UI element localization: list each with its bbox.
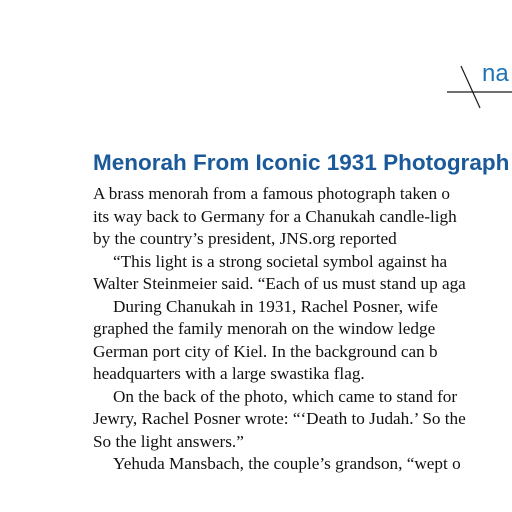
body-line: On the back of the photo, which came to stand for bbox=[113, 386, 458, 406]
body-line: its way back to Germany for a Chanukah candle-ligh bbox=[93, 206, 457, 226]
body-line: “This light is a strong societal symbol against ha bbox=[113, 251, 448, 271]
slash-mark bbox=[461, 66, 480, 108]
article-headline: Menorah From Iconic 1931 Photograph bbox=[93, 150, 510, 175]
body-line: German port city of Kiel. In the background can b bbox=[93, 341, 438, 361]
body-line: by the country’s president, JNS.org reported bbox=[93, 229, 397, 248]
body-line: headquarters with a large swastika flag. bbox=[93, 364, 365, 383]
body-line: Yehuda Mansbach, the couple’s grandson, “wept o bbox=[113, 454, 461, 473]
body-line: During Chanukah in 1931, Rachel Posner, wife bbox=[113, 296, 438, 316]
body-line: So the light answers.” bbox=[93, 431, 244, 451]
section-tag: na bbox=[482, 60, 509, 87]
header-rule-graphic bbox=[0, 0, 512, 120]
article-body bbox=[93, 183, 512, 476]
body-line: graphed the family menorah on the window ledge bbox=[93, 319, 436, 338]
body-line: Walter Steinmeier said. “Each of us must stand up aga bbox=[93, 274, 466, 293]
body-line: Jewry, Rachel Posner wrote: “‘Death to Judah.’ So the bbox=[93, 409, 466, 428]
body-line: A brass menorah from a famous photograph taken o bbox=[93, 184, 451, 203]
